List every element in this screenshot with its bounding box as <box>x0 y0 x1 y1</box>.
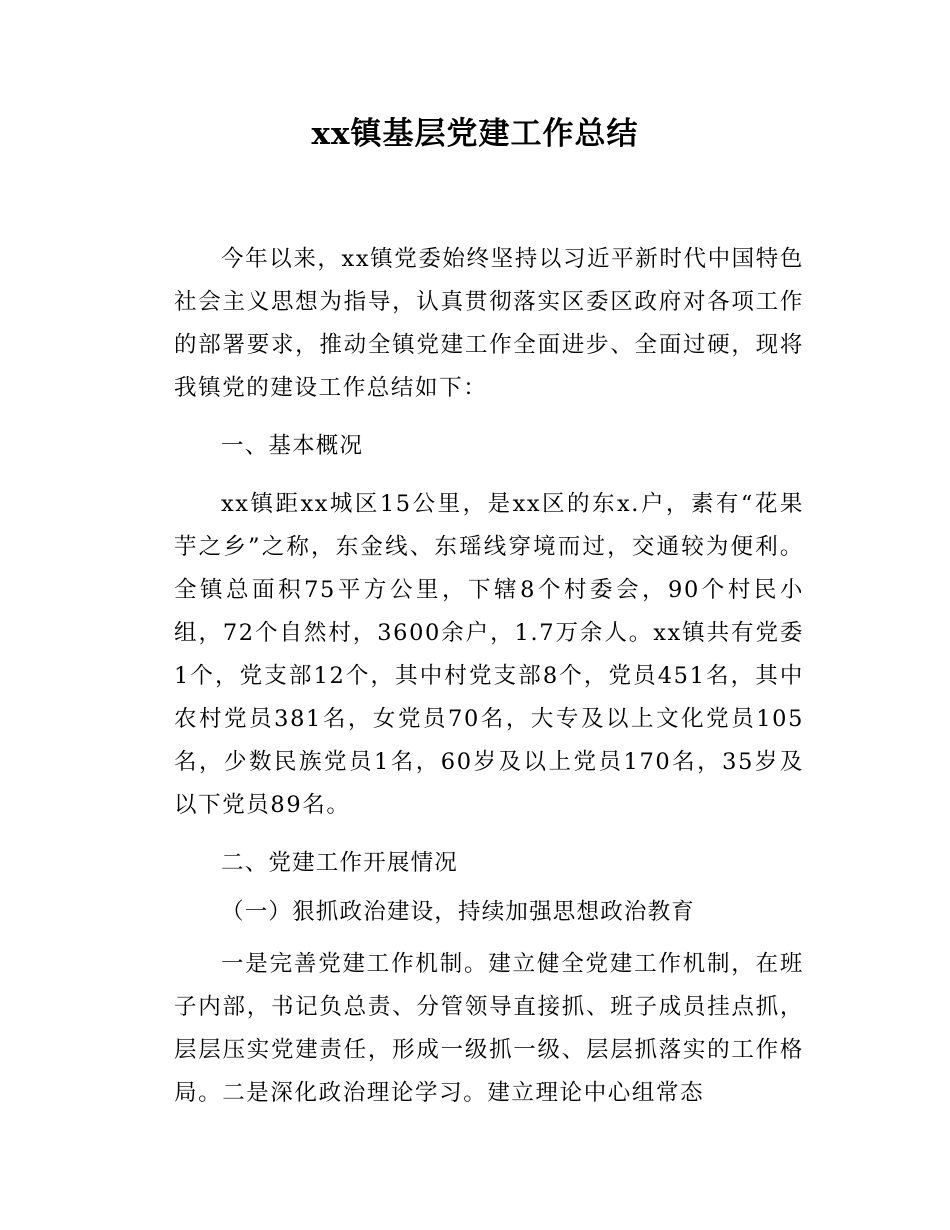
section-heading-basic-overview: 一、基本概况 <box>221 433 364 459</box>
document-body <box>174 238 804 1115</box>
section-heading-party-building: 二、党建工作开展情况 <box>221 850 459 876</box>
spacer <box>174 827 804 842</box>
basic-overview-paragraph: xx镇距xx城区15公里，是xx区的东x.户，素有“花果芋之乡”之称，东金线、东瑶线穿境而过，交通较为便利。全镇总面积75平方公里，下辖8个村委会，90个村民小组，72个自然村，3600余户，1.7万余人。xx镇共有党委1个，党支部12个，其中村党支部8个，党员451名，其中农村党员381名，女党员70名，大专及以上文化党员105名，少数民族党员1名，60岁及以上党员170名，35岁及以下党员89名。 <box>174 491 804 818</box>
spacer <box>174 934 804 943</box>
spacer <box>174 410 804 425</box>
document-title: xx镇基层党建工作总结 <box>311 116 639 152</box>
political-building-paragraph: 一是完善党建工作机制。建立健全党建工作机制，在班子内部，书记负总责、分管领导直接抓、班子成员挂点抓，层层压实党建责任，形成一级抓一级、层层抓落实的工作格局。二是深化政治理论学习。建立理论中心组常态 <box>174 951 804 1106</box>
subsection-heading-political-building: （一）狠抓政治建设，持续加强思想政治教育 <box>221 899 696 925</box>
spacer <box>174 468 804 483</box>
intro-paragraph: 今年以来，xx镇党委始终坚持以习近平新时代中国特色社会主义思想为指导，认真贯彻落实区委区政府对各项工作的部署要求，推动全镇党建工作全面进步、全面过硬，现将我镇党的建设工作总结如下： <box>174 246 804 401</box>
